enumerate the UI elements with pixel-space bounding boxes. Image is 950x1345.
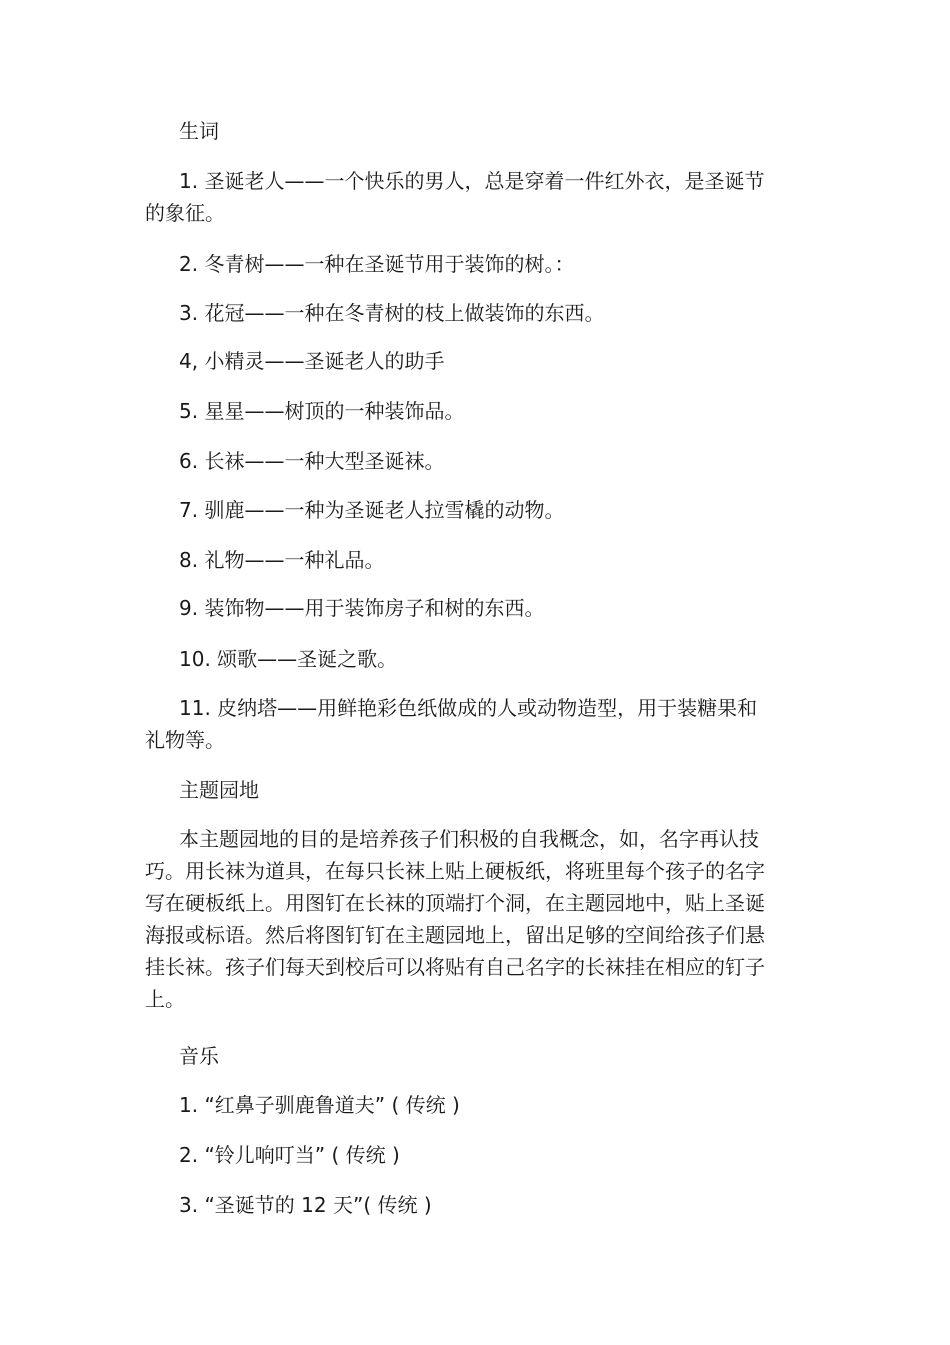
vocab-item-3: 3. 花冠——一种在冬青树的枝上做装饰的东西。: [179, 301, 605, 325]
vocab-item-10: 10. 颂歌——圣诞之歌。: [179, 647, 398, 671]
music-item-1: 1. “红鼻子驯鹿鲁道夫” ( 传统 ): [179, 1093, 460, 1117]
vocab-item-11: 11. 皮纳塔——用鲜艳彩色纸做成的人或动物造型，用于装糖果和礼物等。: [145, 696, 758, 752]
vocab-item-9: 9. 装饰物——用于装饰房子和树的东西。: [179, 596, 545, 620]
music-item-3: 3. “圣诞节的 12 天”( 传统 ): [179, 1193, 432, 1217]
vocab-item-6: 6. 长袜——一种大型圣诞袜。: [179, 449, 445, 473]
theme-paragraph: 本主题园地的目的是培养孩子们积极的自我概念，如，名字再认技巧。用长袜为道具，在每只长袜上贴上硬板纸，将班里每个孩子的名字写在硬板纸上。用图钉在长袜的顶端打个洞，在主题园地中，贴上圣诞海报或标语。然后将图钉钉在主题园地上，留出足够的空间给孩子们悬挂长袜。孩子们每天到校后可以将贴有自己名字的长袜挂在相应的钉子上。: [145, 827, 765, 1011]
theme-heading: 主题园地: [179, 778, 259, 802]
vocab-item-1: 1. 圣诞老人——一个快乐的男人，总是穿着一件红外衣，是圣诞节的象征。: [145, 169, 765, 225]
vocab-item-7: 7. 驯鹿——一种为圣诞老人拉雪橇的动物。: [179, 498, 565, 522]
vocab-item-5: 5. 星星——树顶的一种装饰品。: [179, 399, 465, 423]
vocab-item-4: 4, 小精灵——圣诞老人的助手: [179, 349, 445, 373]
music-heading: 音乐: [179, 1044, 219, 1068]
vocab-item-8: 8. 礼物——一种礼品。: [179, 548, 385, 572]
vocab-item-2: 2. 冬青树——一种在圣诞节用于装饰的树。：: [179, 252, 575, 276]
vocab-heading: 生词: [179, 119, 219, 143]
music-item-2: 2. “铃儿响叮当” ( 传统 ): [179, 1143, 400, 1167]
